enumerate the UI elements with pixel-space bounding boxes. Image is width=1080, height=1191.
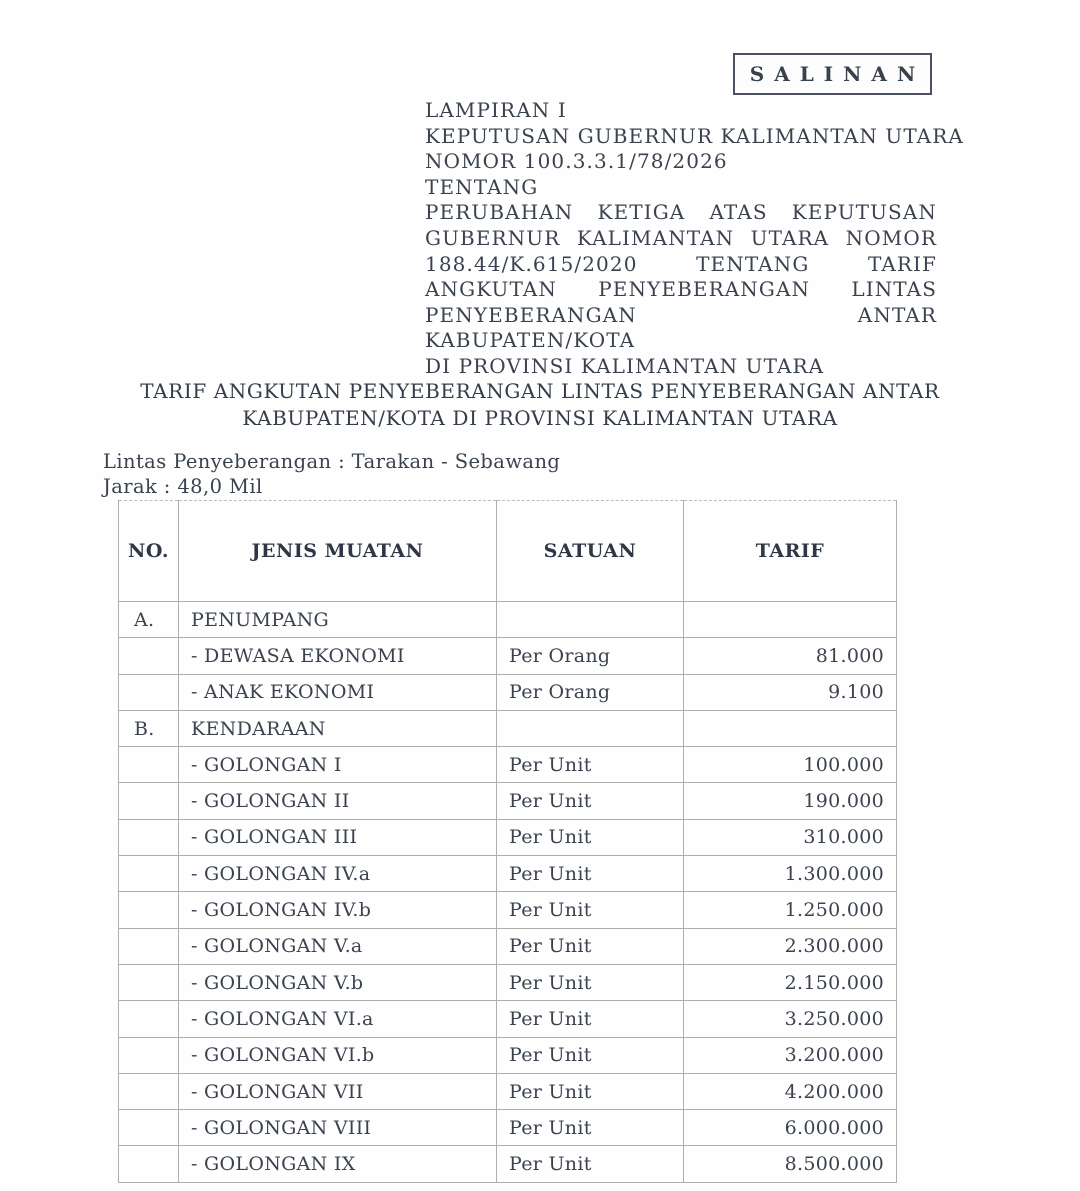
cell-no [119,747,179,783]
table-row [119,964,897,1000]
route-distance-line: Jarak : 48,0 Mil [103,475,263,498]
cell-tarif: 4.200.000 [684,1073,897,1109]
cell-tarif: 190.000 [684,783,897,819]
table-row [119,674,897,710]
table-row [119,1001,897,1037]
col-header-tarif: TARIF [684,501,897,602]
cell-jenis: - GOLONGAN VI.b [179,1037,497,1073]
cell-jenis: - GOLONGAN III [179,819,497,855]
cell-no [119,1110,179,1146]
table-row [119,710,897,746]
col-header-no: NO. [119,501,179,602]
cell-satuan: Per Unit [497,1073,684,1109]
cell-tarif: 2.150.000 [684,964,897,1000]
cell-jenis: - GOLONGAN V.a [179,928,497,964]
cell-no [119,783,179,819]
decree-header-line: PERUBAHAN KETIGA ATAS KEPUTUSAN [425,200,937,225]
cell-tarif: 6.000.000 [684,1110,897,1146]
cell-no [119,638,179,674]
cell-jenis: - GOLONGAN I [179,747,497,783]
cell-jenis: - GOLONGAN II [179,783,497,819]
cell-tarif: 81.000 [684,638,897,674]
cell-satuan: Per Unit [497,1110,684,1146]
cell-no [119,674,179,710]
cell-jenis: - GOLONGAN IV.b [179,892,497,928]
cell-tarif: 1.250.000 [684,892,897,928]
table-row [119,602,897,638]
cell-tarif: 3.200.000 [684,1037,897,1073]
cell-jenis: - DEWASA EKONOMI [179,638,497,674]
cell-satuan: Per Unit [497,747,684,783]
table-header-row [119,501,897,602]
table-row [119,1073,897,1109]
cell-no [119,928,179,964]
table-row [119,819,897,855]
cell-no [119,1037,179,1073]
table-row [119,892,897,928]
cell-satuan: Per Unit [497,892,684,928]
cell-satuan: Per Unit [497,783,684,819]
cell-no [119,892,179,928]
document-title-line1: TARIF ANGKUTAN PENYEBERANGAN LINTAS PENYEBERANGAN ANTAR [140,379,940,403]
decree-header-line: PENYEBERANGAN ANTAR KABUPATEN/KOTA [425,302,937,353]
decree-header [425,98,964,380]
cell-tarif: 2.300.000 [684,928,897,964]
decree-header-line: KEPUTUSAN GUBERNUR KALIMANTAN UTARA [425,123,964,148]
cell-jenis: - GOLONGAN VIII [179,1110,497,1146]
cell-jenis: - GOLONGAN V.b [179,964,497,1000]
cell-no [119,1146,179,1182]
table-row [119,928,897,964]
decree-header-line: TENTANG [425,174,539,199]
col-header-jenis: JENIS MUATAN [179,501,497,602]
cell-jenis: - GOLONGAN IX [179,1146,497,1182]
salinan-stamp [733,53,932,95]
cell-jenis: - GOLONGAN VI.a [179,1001,497,1037]
decree-header-line: LAMPIRAN I [425,98,567,122]
route-info [103,449,560,499]
cell-satuan: Per Orang [497,638,684,674]
cell-tarif [684,710,897,746]
decree-header-line: 188.44/K.615/2020 TENTANG TARIF [425,251,937,276]
cell-satuan: Per Unit [497,856,684,892]
cell-satuan: Per Unit [497,928,684,964]
table-row [119,1110,897,1146]
cell-satuan: Per Unit [497,1146,684,1182]
cell-jenis: KENDARAAN [179,710,497,746]
cell-tarif [684,602,897,638]
cell-jenis: PENUMPANG [179,602,497,638]
cell-tarif: 8.500.000 [684,1146,897,1182]
cell-satuan: Per Unit [497,1001,684,1037]
table-row [119,783,897,819]
decree-header-line: GUBERNUR KALIMANTAN UTARA NOMOR [425,225,937,250]
cell-jenis: - GOLONGAN VII [179,1073,497,1109]
cell-tarif: 310.000 [684,819,897,855]
cell-no [119,819,179,855]
decree-header-line: DI PROVINSI KALIMANTAN UTARA [425,353,825,378]
cell-satuan: Per Orang [497,674,684,710]
decree-header-line: NOMOR 100.3.3.1/78/2026 [425,149,728,174]
cell-no: A. [119,602,179,638]
col-header-satuan: SATUAN [497,501,684,602]
cell-tarif: 1.300.000 [684,856,897,892]
cell-jenis: - GOLONGAN IV.a [179,856,497,892]
cell-tarif: 9.100 [684,674,897,710]
cell-jenis: - ANAK EKONOMI [179,674,497,710]
salinan-stamp-label: SALINAN [749,62,926,86]
cell-no: B. [119,710,179,746]
cell-no [119,856,179,892]
cell-no [119,1001,179,1037]
route-crossing-line: Lintas Penyeberangan : Tarakan - Sebawang [103,450,561,473]
cell-tarif: 3.250.000 [684,1001,897,1037]
cell-satuan: Per Unit [497,1037,684,1073]
cell-satuan [497,602,684,638]
document-title-line2: KABUPATEN/KOTA DI PROVINSI KALIMANTAN UTARA [242,406,838,430]
table-row [119,1146,897,1182]
document-title [23,378,1057,432]
table-row [119,747,897,783]
table-row [119,1037,897,1073]
cell-satuan [497,710,684,746]
cell-satuan: Per Unit [497,964,684,1000]
decree-header-line: ANGKUTAN PENYEBERANGAN LINTAS [425,277,937,302]
table-row [119,638,897,674]
cell-no [119,1073,179,1109]
cell-satuan: Per Unit [497,819,684,855]
cell-no [119,964,179,1000]
cell-tarif: 100.000 [684,747,897,783]
table-row [119,856,897,892]
tariff-table [118,500,897,1183]
